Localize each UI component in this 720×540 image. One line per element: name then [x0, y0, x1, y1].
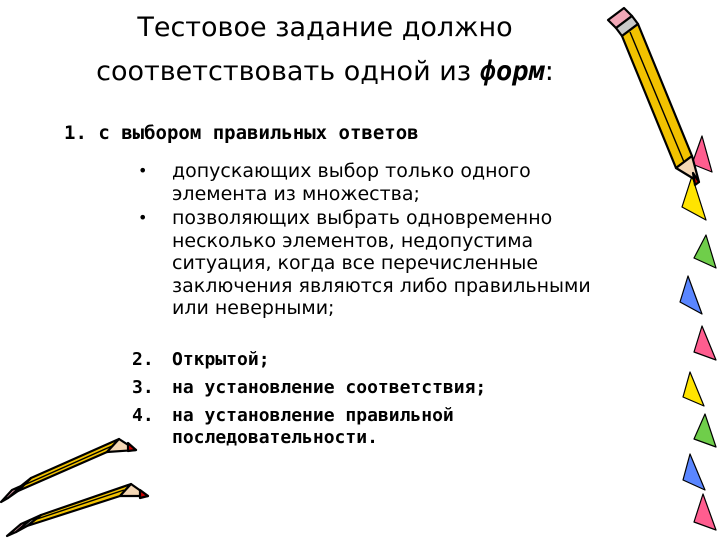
- title-line-1: Тестовое задание должно: [137, 12, 513, 43]
- numbered-list: [132, 349, 622, 455]
- bullet-marker: •: [138, 208, 148, 227]
- slide-title: [60, 6, 590, 94]
- bullet-list: [132, 160, 622, 322]
- bullet-list-item: [132, 207, 622, 320]
- item-number: 4.: [132, 405, 154, 426]
- numbered-list-item-text: на установление соответствия;: [172, 377, 487, 398]
- list-item-1-heading: 1. с выбором правильных ответов: [64, 122, 419, 144]
- bullet-list-item: [132, 160, 622, 205]
- title-line-2-prefix: соответствовать одной из: [96, 56, 480, 87]
- bullet-marker: •: [138, 161, 148, 180]
- bullet-list-item-text: допускающих выбор только одного элемента из множества;: [172, 160, 531, 205]
- numbered-list-item: [132, 377, 622, 399]
- title-line-2-suffix: :: [544, 56, 554, 87]
- numbered-list-item: [132, 349, 622, 371]
- title-line-2: [60, 50, 590, 94]
- bullet-list-item-text: позволяющих выбрать одновременно несколько элементов, недопустима ситуация, когда все перечисленные заключения являются либо правильными или неверными;: [172, 207, 591, 319]
- item-number: 3.: [132, 377, 154, 398]
- title-line-2-emphasis: форм: [479, 56, 545, 87]
- numbered-list-item: [132, 405, 622, 449]
- numbered-list-item-text: на установление правильной последовательности.: [172, 405, 454, 448]
- numbered-list-item-text: Открытой;: [172, 349, 270, 370]
- item-number: 2.: [132, 349, 154, 370]
